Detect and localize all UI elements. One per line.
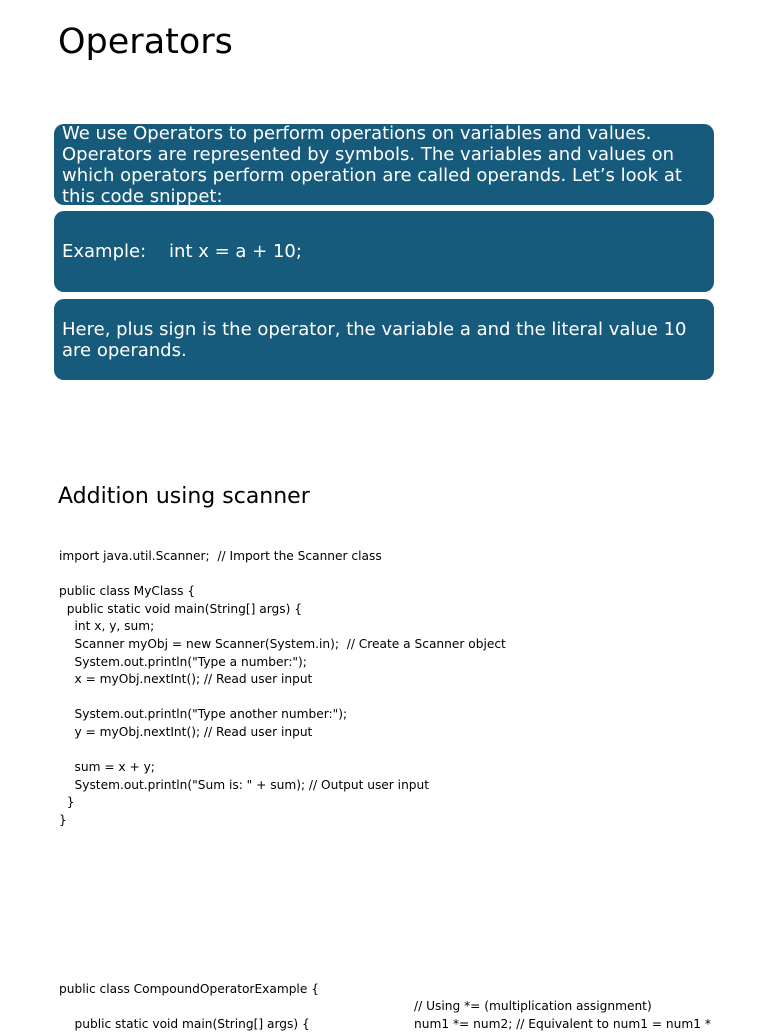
- code-line: [59, 566, 506, 584]
- section-title: Addition using scanner: [58, 484, 310, 509]
- code-line: System.out.println("Sum is: " + sum); // Output user input: [59, 777, 430, 792]
- page-title: Operators: [58, 22, 233, 62]
- code-line: // Using *= (multiplication assignment): [414, 999, 652, 1013]
- intro-box: [54, 124, 714, 205]
- code-line: public class CompoundOperatorExample {: [59, 982, 319, 996]
- code-line: System.out.println("Type a number:");: [59, 654, 307, 669]
- code-line: int x, y, sum;: [59, 619, 155, 634]
- code-line: num1 *= num2; // Equivalent to num1 = num1 *: [414, 1016, 711, 1031]
- code-line: y = myObj.nextInt(); // Read user input: [59, 724, 313, 739]
- code-line: public class MyClass {: [59, 584, 196, 599]
- code-line: [59, 999, 319, 1017]
- code-line: x = myObj.nextInt(); // Read user input: [59, 672, 313, 687]
- code-line: sum = x + y;: [59, 760, 155, 775]
- explanation-box: [54, 299, 714, 380]
- code-line: }: [59, 812, 67, 827]
- intro-text: We use Operators to perform operations on variables and values. Operators are represented by symbols. The variables and values on which operators perform operation are called operands. Let’s look at this code snippet:: [62, 124, 682, 205]
- explanation-text: Here, plus sign is the operator, the variable a and the literal value 10 are operands.: [62, 318, 687, 361]
- code-block-scanner: [59, 548, 506, 830]
- code-line: Scanner myObj = new Scanner(System.in); // Create a Scanner object: [59, 636, 506, 651]
- code-line: System.out.println("Type another number:");: [59, 707, 348, 722]
- code-line: import java.util.Scanner; // Import the Scanner class: [59, 549, 382, 563]
- code-line: public static void main(String[] args) {: [59, 1017, 310, 1032]
- code-line: [59, 689, 506, 707]
- example-text: Example: int x = a + 10;: [62, 241, 302, 262]
- code-block-multiplication-assignment: [414, 998, 764, 1033]
- example-box: [54, 211, 714, 292]
- code-block-compound-operator: [59, 981, 319, 1034]
- code-line: [59, 742, 506, 760]
- code-line: }: [59, 795, 75, 810]
- code-line: public static void main(String[] args) {: [59, 601, 302, 616]
